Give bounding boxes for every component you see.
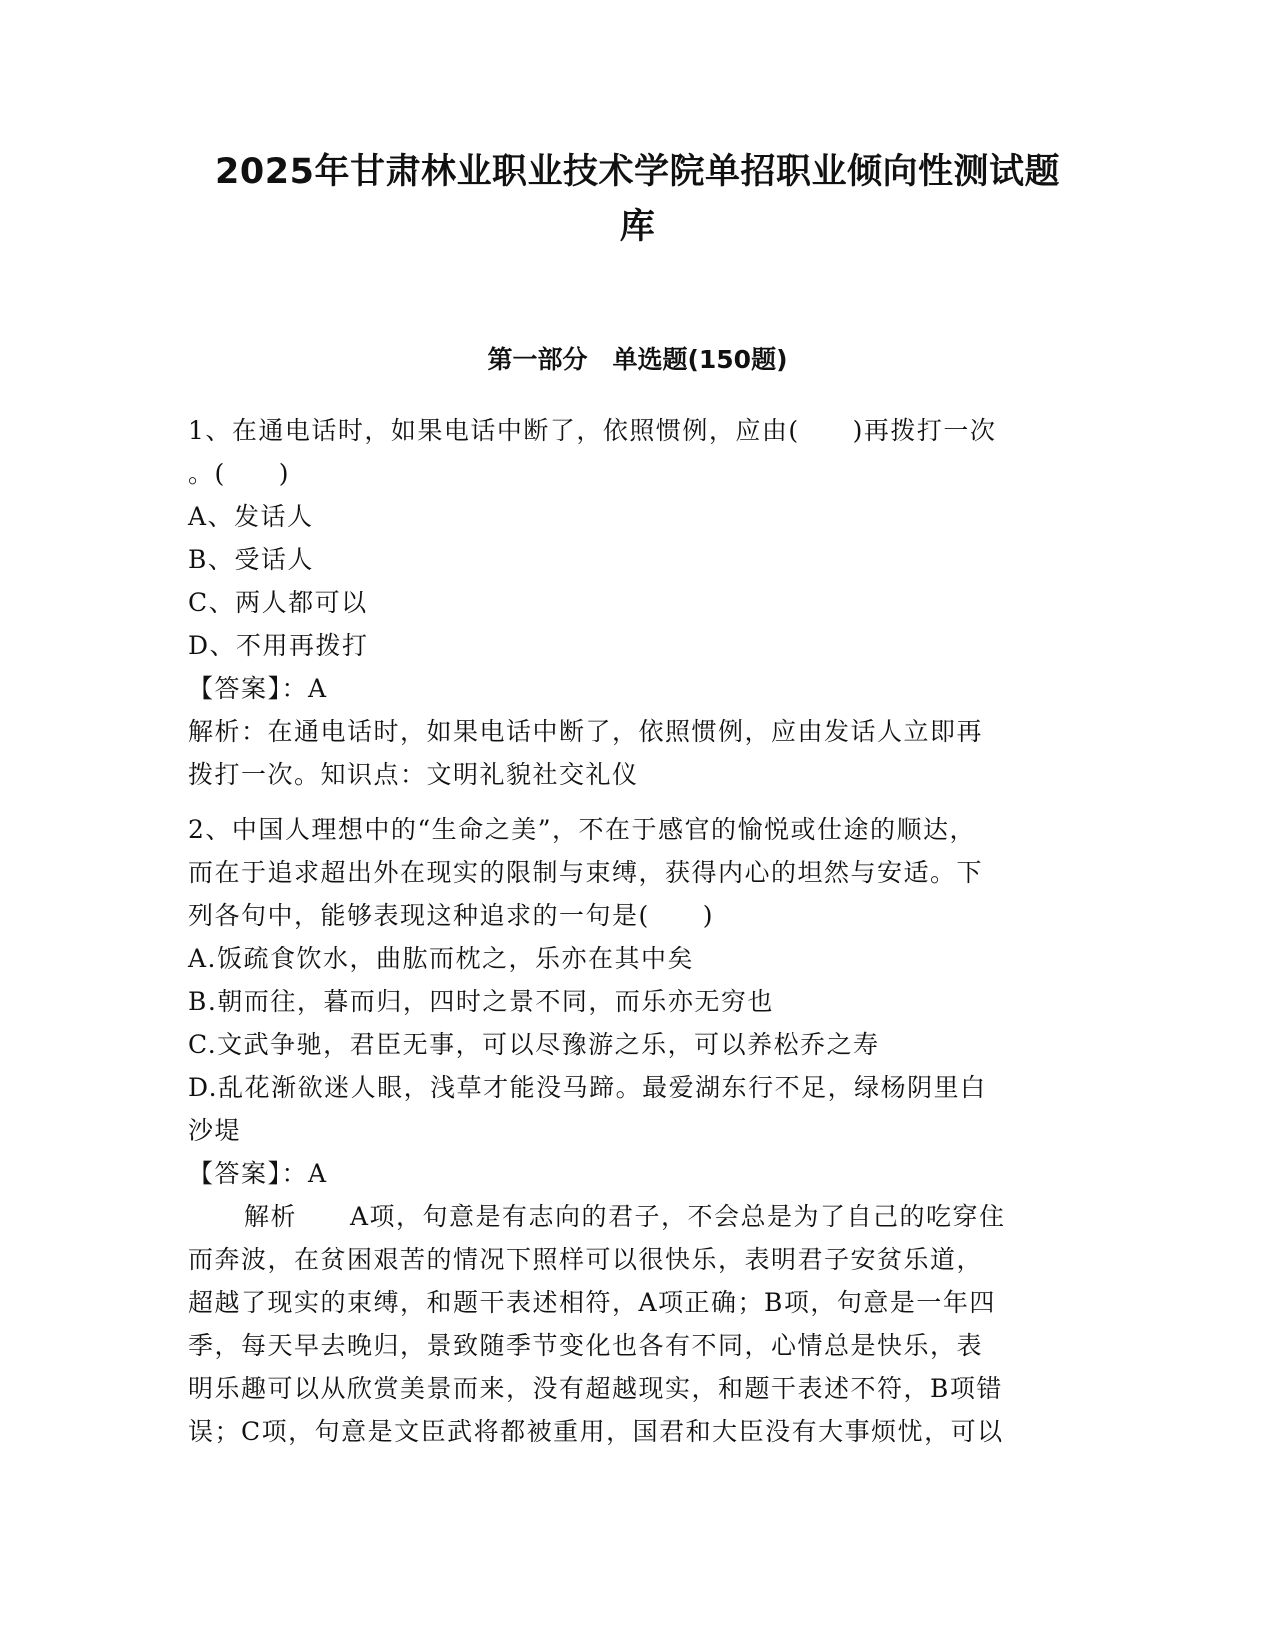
question-1-option-c: C、两人都可以: [188, 588, 368, 617]
document-title: [180, 145, 1095, 255]
question-1-option-a: A、发话人: [188, 502, 314, 531]
question-2-option-c: C.文武争驰，君臣无事，可以尽豫游之乐，可以养松乔之寿: [188, 1030, 880, 1059]
question-2-explanation-line-6: 误；C项，句意是文臣武将都被重用，国君和大臣没有大事烦忧，可以: [188, 1417, 1004, 1446]
question-1-explanation-line-1: 解析：在通电话时，如果电话中断了，依照惯例，应由发话人立即再: [188, 717, 984, 746]
question-2-stem-line-1: 2、中国人理想中的“生命之美”，不在于感官的愉悦或仕途的顺达，: [188, 815, 976, 844]
question-2-option-b: B.朝而往，暮而归，四时之景不同，而乐亦无穷也: [188, 987, 774, 1016]
question-spacer: [188, 796, 1083, 808]
question-2-explanation-line-2: 而奔波，在贫困艰苦的情况下照样可以很快乐，表明君子安贫乐道，: [188, 1245, 984, 1274]
title-line-1: 2025年甘肃林业职业技术学院单招职业倾向性测试题: [215, 152, 1060, 192]
question-1-option-d: D、不用再拨打: [188, 631, 369, 660]
question-2-answer: 【答案】：A: [188, 1159, 328, 1188]
title-line-2: 库: [619, 207, 656, 247]
question-2-explanation-line-5: 明乐趣可以从欣赏美景而来，没有超越现实，和题干表述不符，B项错: [188, 1374, 1003, 1403]
question-1-stem-line-1: 1、在通电话时，如果电话中断了，依照惯例，应由( )再拨打一次: [188, 416, 997, 445]
question-2-option-d-line-1: D.乱花渐欲迷人眼，浅草才能没马蹄。最爱湖东行不足，绿杨阴里白: [188, 1073, 987, 1102]
question-2-stem-line-3: 列各句中，能够表现这种追求的一句是( ): [188, 901, 715, 930]
section-heading: 第一部分 单选题(150题): [487, 345, 788, 374]
question-2-explanation-line-1: 解析 A项，句意是有志向的君子，不会总是为了自己的吃穿住: [244, 1202, 1006, 1231]
question-2-option-d-line-2: 沙堤: [188, 1116, 242, 1145]
question-2-option-a: A.饭疏食饮水，曲肱而枕之，乐亦在其中矣: [188, 944, 695, 973]
question-1-option-b: B、受话人: [188, 545, 314, 574]
question-2: [188, 808, 1083, 1453]
question-1-stem-line-2: 。( ): [188, 459, 291, 488]
question-1: [188, 409, 1083, 796]
question-2-stem-line-2: 而在于追求超出外在现实的限制与束缚，获得内心的坦然与安适。下: [188, 858, 984, 887]
question-1-answer: 【答案】：A: [188, 674, 328, 703]
question-2-explanation-line-3: 超越了现实的束缚，和题干表述相符，A项正确；B项，句意是一年四: [188, 1288, 996, 1317]
question-list: [188, 409, 1083, 1453]
question-1-explanation-line-2: 拨打一次。知识点：文明礼貌社交礼仪: [188, 760, 639, 789]
question-2-explanation-line-4: 季，每天早去晚归，景致随季节变化也各有不同，心情总是快乐，表: [188, 1331, 984, 1360]
